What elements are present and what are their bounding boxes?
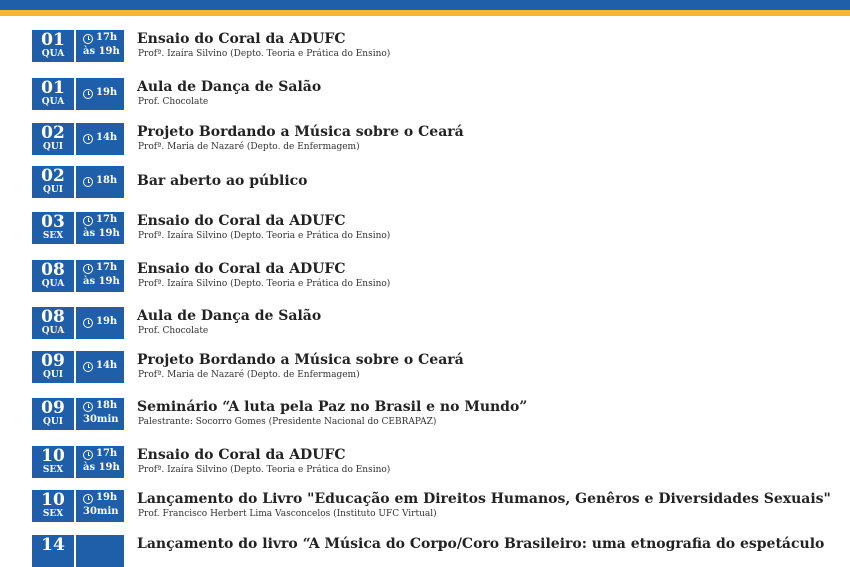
event-time: 17h <box>96 262 118 273</box>
event-subtitle: Prof. Francisco Herbert Lima Vasconcelos (Instituto UFC Virtual) <box>138 509 437 519</box>
time-badge <box>76 307 124 339</box>
event-subtitle: Profª. Maria de Nazaré (Depto. de Enfermagem) <box>138 142 360 152</box>
event-time: 19h <box>96 492 118 503</box>
clock-icon <box>83 177 93 187</box>
event-day: 09 <box>41 398 65 418</box>
event-row <box>32 351 850 383</box>
date-badge <box>32 166 74 198</box>
event-row <box>32 307 850 339</box>
event-day: 10 <box>41 446 65 466</box>
date-badge <box>32 78 74 110</box>
time-badge <box>76 78 124 110</box>
event-time: 19h <box>96 87 118 98</box>
event-weekday: SEX <box>42 231 64 241</box>
event-time-end: 30min <box>83 414 119 425</box>
event-title: Ensaio do Coral da ADUFC <box>137 261 346 277</box>
event-title: Seminário “A luta pela Paz no Brasil e no Mundo” <box>137 399 528 415</box>
time-badge <box>76 260 124 292</box>
clock-icon <box>83 362 93 372</box>
event-time-end: às 19h <box>83 228 120 239</box>
event-title: Aula de Dança de Salão <box>137 79 322 95</box>
time-badge <box>76 166 124 198</box>
date-badge <box>32 490 74 522</box>
date-badge <box>32 351 74 383</box>
event-time: 18h <box>96 400 118 411</box>
event-weekday: QUA <box>41 326 65 336</box>
time-badge <box>76 535 124 567</box>
clock-icon <box>83 402 93 412</box>
event-title: Projeto Bordando a Música sobre o Ceará <box>137 124 464 140</box>
time-badge <box>76 351 124 383</box>
event-day: 02 <box>41 166 65 186</box>
event-row <box>32 166 850 198</box>
event-subtitle: Profª. Izaíra Silvino (Depto. Teoria e Prática do Ensino) <box>138 49 391 59</box>
time-badge <box>76 446 124 478</box>
event-weekday: QUI <box>43 142 63 152</box>
header-bar-blue <box>0 0 850 10</box>
event-subtitle: Prof. Chocolate <box>138 326 209 336</box>
event-title: Ensaio do Coral da ADUFC <box>137 447 346 463</box>
event-subtitle: Profª. Izaíra Silvino (Depto. Teoria e Prática do Ensino) <box>138 279 391 289</box>
clock-icon <box>83 494 93 504</box>
event-title: Bar aberto ao público <box>137 173 308 189</box>
event-row <box>32 78 850 110</box>
date-badge <box>32 30 74 62</box>
event-time-end: às 19h <box>83 276 120 287</box>
header-bar-yellow <box>0 10 850 16</box>
event-weekday: QUA <box>41 279 65 289</box>
event-title: Projeto Bordando a Música sobre o Ceará <box>137 352 464 368</box>
clock-icon <box>83 134 93 144</box>
time-badge <box>76 490 124 522</box>
event-row <box>32 535 850 567</box>
clock-icon <box>83 450 93 460</box>
event-time: 18h <box>96 175 118 186</box>
event-time: 14h <box>96 132 118 143</box>
event-time-end: às 19h <box>83 462 120 473</box>
event-title: Ensaio do Coral da ADUFC <box>137 31 346 47</box>
event-time-end: às 19h <box>83 46 120 57</box>
time-badge <box>76 398 124 430</box>
event-day: 02 <box>41 123 65 143</box>
event-subtitle: Profª. Izaíra Silvino (Depto. Teoria e Prática do Ensino) <box>138 465 391 475</box>
event-time-end: 30min <box>83 506 119 517</box>
event-time: 17h <box>96 448 118 459</box>
clock-icon <box>83 264 93 274</box>
event-weekday: QUA <box>41 97 65 107</box>
event-weekday: QUA <box>41 49 65 59</box>
event-day: 01 <box>41 30 65 50</box>
event-row <box>32 260 850 292</box>
date-badge <box>32 212 74 244</box>
date-badge <box>32 123 74 155</box>
clock-icon <box>83 216 93 226</box>
event-subtitle: Palestrante: Socorro Gomes (Presidente Nacional do CEBRAPAZ) <box>138 417 437 427</box>
event-day: 03 <box>41 212 65 232</box>
event-row <box>32 490 850 522</box>
event-row <box>32 446 850 478</box>
date-badge <box>32 260 74 292</box>
event-time: 17h <box>96 32 118 43</box>
event-title: Lançamento do livro “A Música do Corpo/Coro Brasileiro: uma etnografia do espetáculo <box>137 536 825 552</box>
event-title: Ensaio do Coral da ADUFC <box>137 213 346 229</box>
event-subtitle: Profª. Maria de Nazaré (Depto. de Enfermagem) <box>138 370 360 380</box>
event-weekday: SEX <box>42 465 64 475</box>
event-weekday: QUI <box>43 185 63 195</box>
event-row <box>32 212 850 244</box>
date-badge <box>32 398 74 430</box>
event-row <box>32 123 850 155</box>
clock-icon <box>83 89 93 99</box>
date-badge <box>32 307 74 339</box>
time-badge <box>76 30 124 62</box>
event-day: 08 <box>41 260 65 280</box>
event-title: Lançamento do Livro "Educação em Direitos Humanos, Genêros e Diversidades Sexuais" <box>137 491 831 507</box>
event-row <box>32 398 850 430</box>
time-badge <box>76 123 124 155</box>
event-time: 14h <box>96 360 118 371</box>
event-time: 19h <box>96 316 118 327</box>
time-badge <box>76 212 124 244</box>
event-weekday: QUI <box>43 417 63 427</box>
event-time: 17h <box>96 214 118 225</box>
event-day: 10 <box>41 490 65 510</box>
event-title: Aula de Dança de Salão <box>137 308 322 324</box>
event-day: 09 <box>41 351 65 371</box>
event-weekday: SEX <box>42 509 64 519</box>
date-badge <box>32 535 74 567</box>
event-subtitle: Profª. Izaíra Silvino (Depto. Teoria e Prática do Ensino) <box>138 231 391 241</box>
event-row <box>32 30 850 62</box>
event-day: 08 <box>41 307 65 327</box>
event-weekday: QUI <box>43 370 63 380</box>
clock-icon <box>83 34 93 44</box>
event-day: 01 <box>41 78 65 98</box>
event-day: 14 <box>41 535 65 555</box>
date-badge <box>32 446 74 478</box>
clock-icon <box>83 318 93 328</box>
event-subtitle: Prof. Chocolate <box>138 97 209 107</box>
